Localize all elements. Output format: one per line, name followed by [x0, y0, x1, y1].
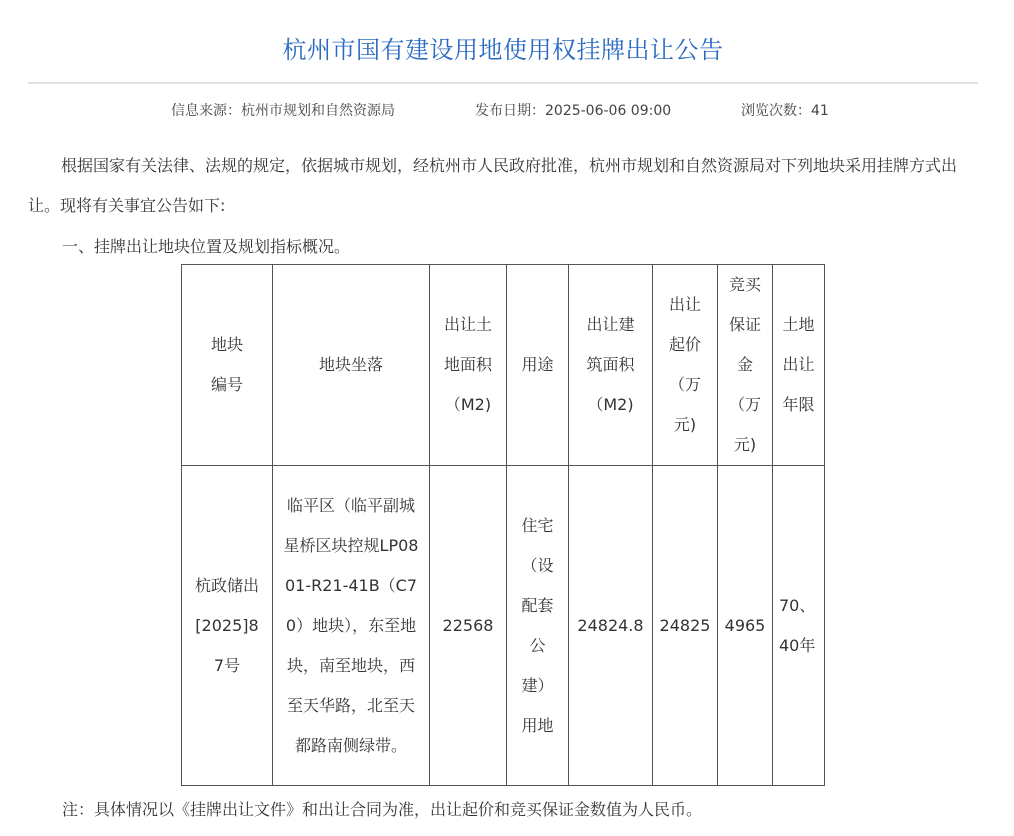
header-parcel-id: 地块编号: [182, 265, 273, 466]
header-starting-price: 出让起价（万元): [653, 265, 718, 466]
publish-date: 发布日期：2025-06-06 09:00: [475, 103, 672, 119]
cell-deposit: 4965: [718, 466, 773, 786]
cell-location: 临平区（临平副城星桥区块控规LP0801-R21-41B（C70）地块），东至地块，南至地块，西至天华路，北至天都路南侧绿带。: [273, 466, 430, 786]
cell-parcel-id: 杭政储出[2025]87号: [182, 466, 273, 786]
header-land-area: 出让土地面积（M2): [430, 265, 507, 466]
table-header-row: [182, 265, 825, 466]
intro-paragraph: 根据国家有关法律、法规的规定，依据城市规划，经杭州市人民政府批准，杭州市规划和自然资源局对下列地块采用挂牌方式出让。现将有关事宜公告如下:: [28, 156, 958, 215]
section-heading: 一、挂牌出让地块位置及规划指标概况。: [62, 237, 351, 256]
cell-land-term: 70、40年: [773, 466, 825, 786]
cell-land-area: 22568: [430, 466, 507, 786]
info-source: 信息来源：杭州市规划和自然资源局: [171, 103, 395, 119]
header-location: 地块坐落: [273, 265, 430, 466]
header-building-area: 出让建筑面积（M2): [569, 265, 653, 466]
header-usage: 用途: [507, 265, 569, 466]
page-title: 杭州市国有建设用地使用权挂牌出让公告: [282, 36, 724, 64]
cell-building-area: 24824.8: [569, 466, 653, 786]
cell-usage: 住宅（设配套公建）用地: [507, 466, 569, 786]
header-deposit: 竞买保证金（万元): [718, 265, 773, 466]
view-count: 浏览次数：41: [741, 103, 829, 119]
land-parcel-table: [181, 264, 825, 786]
table-row: [182, 466, 825, 786]
header-land-term: 土地出让年限: [773, 265, 825, 466]
title-divider: [28, 82, 978, 84]
cell-starting-price: 24825: [653, 466, 718, 786]
footnote: 注：具体情况以《挂牌出让文件》和出让合同为准，出让起价和竞买保证金数值为人民币。: [62, 800, 703, 819]
